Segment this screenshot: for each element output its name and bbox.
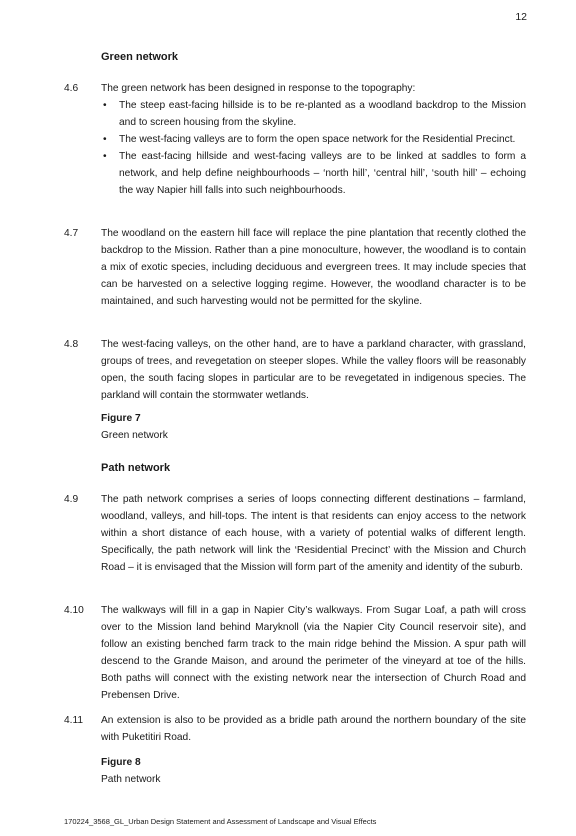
list-item: • The east-facing hillside and west-facing valleys are to be linked at saddles to form a network, and help define neighbourhoods – ‘north hill’, ‘central hill’, ‘south hill’ – echoing the way Napier hill falls into such neighbourhoods. bbox=[101, 148, 526, 199]
figure-caption: Path network bbox=[101, 774, 161, 785]
list-item: • The west-facing valleys are to form the open space network for the Residential Precinct. bbox=[101, 131, 526, 148]
section-heading-path-network: Path network bbox=[101, 462, 171, 474]
figure-8 bbox=[101, 754, 160, 788]
paragraph-number: 4.9 bbox=[64, 494, 79, 505]
paragraph-text: The walkways will fill in a gap in Napier City’s walkways. From Sugar Loaf, a path will cross over to the Mission land behind Maryknoll (via the Napier City Council reservoir site), and follow an existing benched farm track to the main ridge behind the Mission. A spur path will descend to the Grande Maison, and around the perimeter of the vineyard at toe of the hills. Both paths will connect with the existing network near the intersection of Church Road and Prebensen Drive. bbox=[101, 605, 526, 701]
document-footer: 170224_3568_GL_Urban Design Statement and Assessment of Landscape and Visual Effects bbox=[64, 817, 377, 826]
bullet-list bbox=[101, 97, 526, 199]
paragraph-text: The west-facing valleys, on the other hand, are to have a parkland character, with grassland, groups of trees, and revegetation on steeper slopes. While the valley floors will be reasonably open, the south facing slopes in particular are to be revegetated in indigenous species. The parkland will contain the stormwater wetlands. bbox=[101, 339, 526, 401]
paragraph-number: 4.8 bbox=[64, 339, 79, 350]
paragraph-text: An extension is also to be provided as a bridle path around the northern boundary of the site with Puketitiri Road. bbox=[101, 715, 526, 743]
paragraph-4-6 bbox=[64, 80, 526, 199]
paragraph-text: The green network has been designed in response to the topography: bbox=[101, 83, 416, 94]
figure-7 bbox=[101, 410, 168, 444]
paragraph-number: 4.10 bbox=[64, 605, 84, 616]
figure-caption: Green network bbox=[101, 430, 168, 441]
paragraph-text: The woodland on the eastern hill face will replace the pine plantation that recently clothed the backdrop to the Mission. Rather than a pine monoculture, however, the woodland is to contain a mix of exotic species, including deciduous and evergreen trees. It may include species that can be harvested on a selective logging regime. However, the woodland character is to be maintained, and such harvesting would not be permitted for the skyline. bbox=[101, 228, 526, 307]
paragraph-4-11 bbox=[64, 712, 526, 746]
paragraph-4-7 bbox=[64, 225, 526, 310]
bullet-icon: • bbox=[103, 134, 107, 145]
figure-label: Figure 7 bbox=[101, 413, 141, 424]
bullet-icon: • bbox=[103, 151, 107, 162]
bullet-icon: • bbox=[103, 100, 107, 111]
paragraph-4-10 bbox=[64, 602, 526, 704]
paragraph-4-8 bbox=[64, 336, 526, 404]
section-heading-green-network: Green network bbox=[101, 51, 179, 63]
paragraph-number: 4.11 bbox=[64, 715, 84, 726]
figure-label: Figure 8 bbox=[101, 757, 141, 768]
paragraph-4-9 bbox=[64, 491, 526, 576]
list-item: • The steep east-facing hillside is to be re-planted as a woodland backdrop to the Mission and to screen housing from the skyline. bbox=[101, 97, 526, 131]
paragraph-text: The path network comprises a series of loops connecting different destinations – farmland, woodland, valleys, and hill-tops. The intent is that residents can enjoy access to the network within a short distance of each house, with a variety of potential walks of different length. Specifically, the path network will link the ‘Residential Precinct’ with the Mission and Church Road – it is envisaged that the Mission will form part of the amenity and identity of the suburb. bbox=[101, 494, 526, 573]
paragraph-number: 4.6 bbox=[64, 83, 79, 94]
page-number: 12 bbox=[515, 11, 527, 23]
paragraph-number: 4.7 bbox=[64, 228, 79, 239]
